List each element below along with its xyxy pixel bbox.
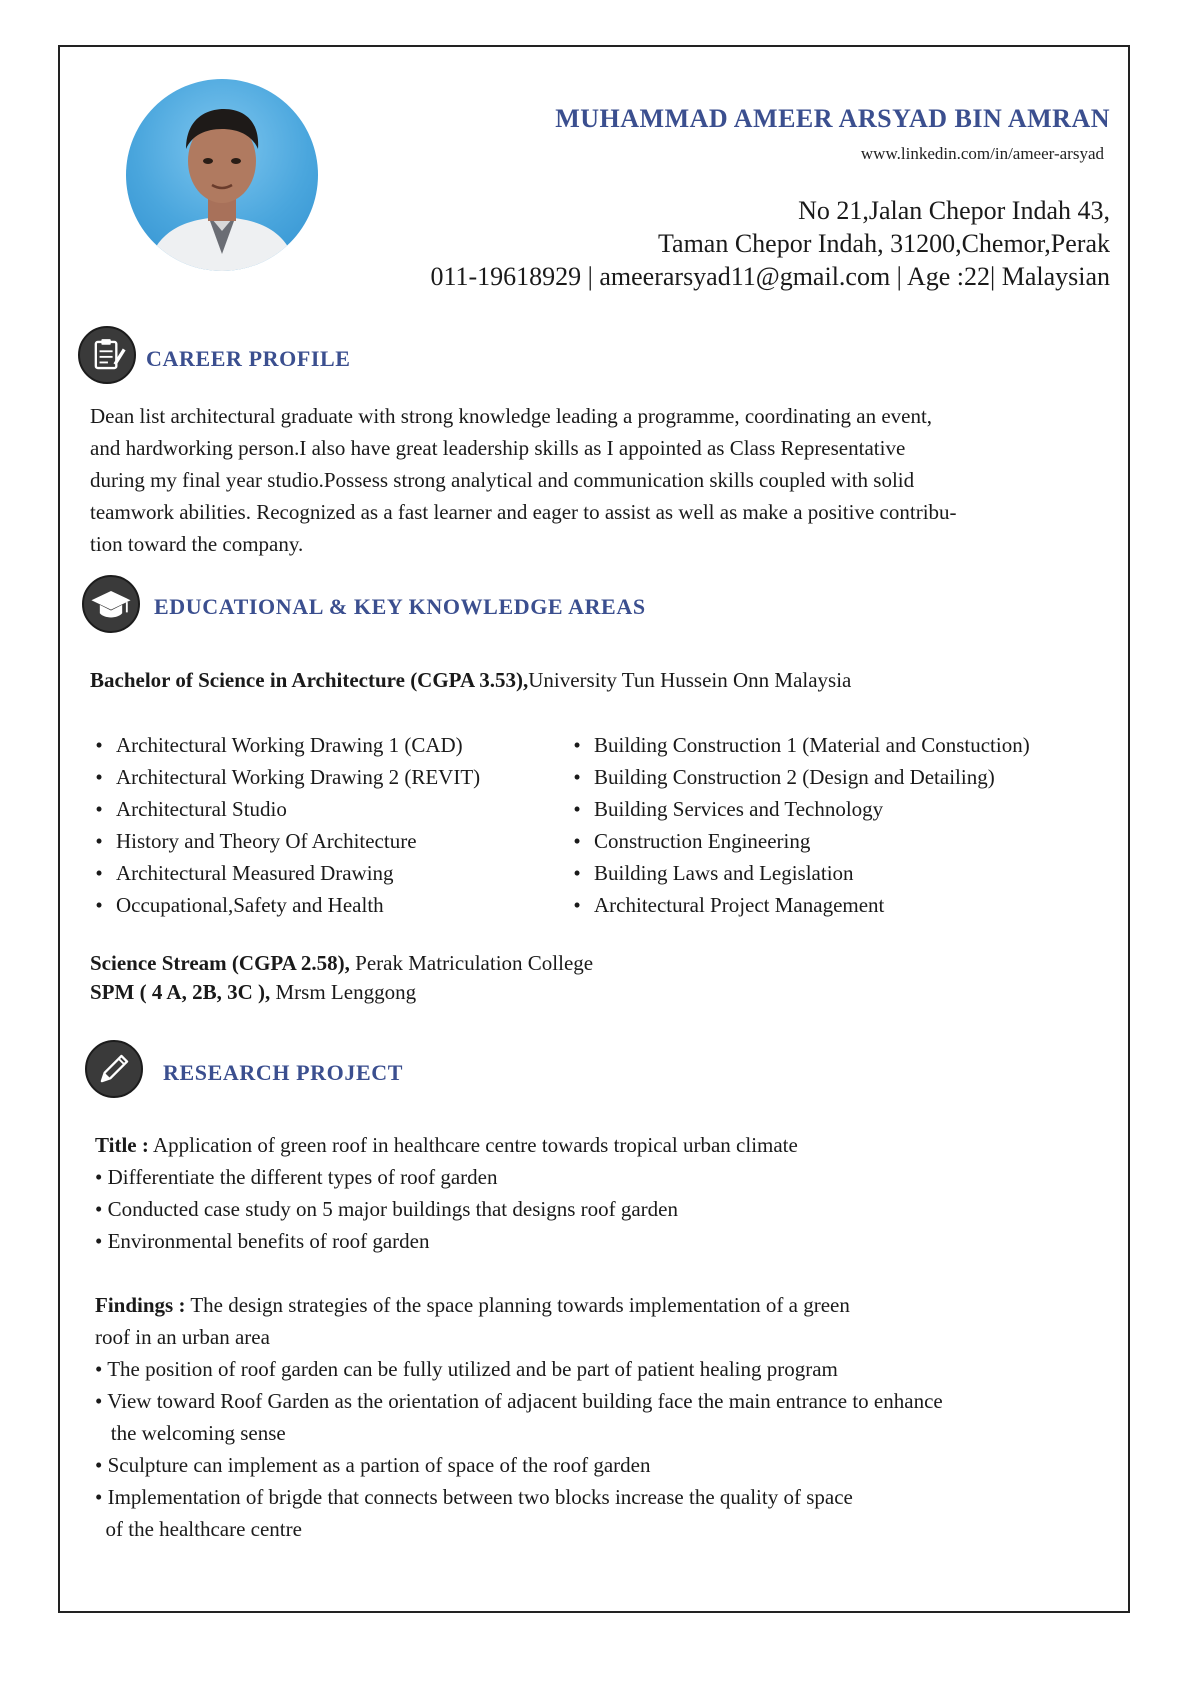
list-item: • Differentiate the different types of roof garden <box>95 1165 498 1189</box>
list-item: • Implementation of brigde that connects between two blocks increase the quality of space <box>95 1485 853 1509</box>
course-name: Building Construction 2 (Design and Detailing) <box>594 765 995 789</box>
list-item <box>82 825 480 857</box>
list-item <box>560 857 1030 889</box>
science-stream-school: Perak Matriculation College <box>349 951 594 975</box>
list-item <box>560 793 1030 825</box>
course-name: Building Laws and Legislation <box>594 861 854 885</box>
bullet: • <box>95 765 103 789</box>
address-line-2: Taman Chepor Indah, 31200,Chemor,Perak <box>657 229 1110 258</box>
findings-line <box>95 1289 943 1321</box>
clipboard-icon <box>78 326 136 384</box>
course-name: Construction Engineering <box>594 829 811 853</box>
bullet: • <box>95 893 103 917</box>
degree-name: Bachelor of Science in Architecture (CGPA 3.53), <box>90 668 529 692</box>
spm-line <box>90 980 416 1005</box>
contact-line: 011-19618929 | ameerarsyad11@gmail.com | Age :22| Malaysian <box>430 262 1110 291</box>
bullet: • <box>573 829 581 853</box>
career-profile-text <box>90 400 1110 560</box>
course-name: Architectural Project Management <box>594 893 885 917</box>
section-title-education: EDUCATIONAL & KEY KNOWLEDGE AREAS <box>154 594 646 619</box>
degree-line <box>90 668 851 693</box>
section-title-research-project: RESEARCH PROJECT <box>163 1060 404 1085</box>
course-name: Building Services and Technology <box>594 797 884 821</box>
degree-school: University Tun Hussein Onn Malaysia <box>528 668 852 692</box>
graduation-cap-icon <box>82 575 140 633</box>
list-item: • Sculpture can implement as a partion of space of the roof garden <box>95 1453 651 1477</box>
profile-line: teamwork abilities. Recognized as a fast learner and eager to assist as well as make a positive contribu- <box>90 500 957 524</box>
spm-grade: SPM ( 4 A, 2B, 3C ), <box>90 980 271 1004</box>
list-item: • Conducted case study on 5 major buildings that designs roof garden <box>95 1197 678 1221</box>
bullet: • <box>573 733 581 757</box>
list-item <box>82 857 480 889</box>
courses-left-list <box>82 729 480 921</box>
findings-label: Findings : <box>95 1293 186 1317</box>
course-name: Architectural Studio <box>116 797 287 821</box>
bullet: • <box>573 765 581 789</box>
bullet: • <box>95 829 103 853</box>
list-item <box>560 729 1030 761</box>
list-item <box>82 889 480 921</box>
list-item <box>82 729 480 761</box>
course-name: History and Theory Of Architecture <box>116 829 417 853</box>
linkedin-url[interactable]: www.linkedin.com/in/ameer-arsyad <box>860 144 1104 163</box>
findings-text: The design strategies of the space planning towards implementation of a green <box>185 1293 850 1317</box>
list-item: • Environmental benefits of roof garden <box>95 1229 430 1253</box>
science-stream-line <box>90 951 593 976</box>
course-name: Architectural Measured Drawing <box>116 861 394 885</box>
list-item <box>560 825 1030 857</box>
spm-school: Mrsm Lenggong <box>270 980 417 1004</box>
profile-line: Dean list architectural graduate with strong knowledge leading a programme, coordinating an event, <box>90 404 933 428</box>
findings-line: roof in an urban area <box>95 1325 270 1349</box>
bullet: • <box>95 861 103 885</box>
bullet: • <box>573 861 581 885</box>
list-item <box>560 761 1030 793</box>
address-line-1: No 21,Jalan Chepor Indah 43, <box>798 196 1110 225</box>
course-name: Architectural Working Drawing 1 (CAD) <box>116 733 463 757</box>
list-item <box>82 761 480 793</box>
list-item <box>560 889 1030 921</box>
profile-line: tion toward the company. <box>90 532 304 556</box>
list-item: • The position of roof garden can be fully utilized and be part of patient healing program <box>95 1357 838 1381</box>
bullet: • <box>573 893 581 917</box>
courses-right-list <box>560 729 1030 921</box>
section-title-career-profile: CAREER PROFILE <box>146 346 351 371</box>
list-item: of the healthcare centre <box>95 1517 302 1541</box>
research-title-block <box>95 1129 798 1257</box>
course-name: Architectural Working Drawing 2 (REVIT) <box>116 765 481 789</box>
research-title-label: Title : <box>95 1133 149 1157</box>
bullet: • <box>95 733 103 757</box>
science-stream-grade: Science Stream (CGPA 2.58), <box>90 951 350 975</box>
pencil-icon <box>85 1040 143 1098</box>
research-findings-block <box>95 1289 943 1545</box>
list-item: • View toward Roof Garden as the orientation of adjacent building face the main entrance to enhance <box>95 1389 943 1413</box>
profile-photo <box>126 79 318 271</box>
course-name: Building Construction 1 (Material and Constuction) <box>594 733 1030 757</box>
course-name: Occupational,Safety and Health <box>116 893 384 917</box>
candidate-name: MUHAMMAD AMEER ARSYAD BIN AMRAN <box>555 104 1110 133</box>
list-item <box>82 793 480 825</box>
research-title-line <box>95 1129 798 1161</box>
profile-line: during my final year studio.Possess strong analytical and communication skills coupled with solid <box>90 468 915 492</box>
list-item: the welcoming sense <box>95 1421 286 1445</box>
profile-line: and hardworking person.I also have great leadership skills as I appointed as Class Representative <box>90 436 906 460</box>
research-title-text: Application of green roof in healthcare centre towards tropical urban climate <box>148 1133 798 1157</box>
bullet: • <box>573 797 581 821</box>
bullet: • <box>95 797 103 821</box>
